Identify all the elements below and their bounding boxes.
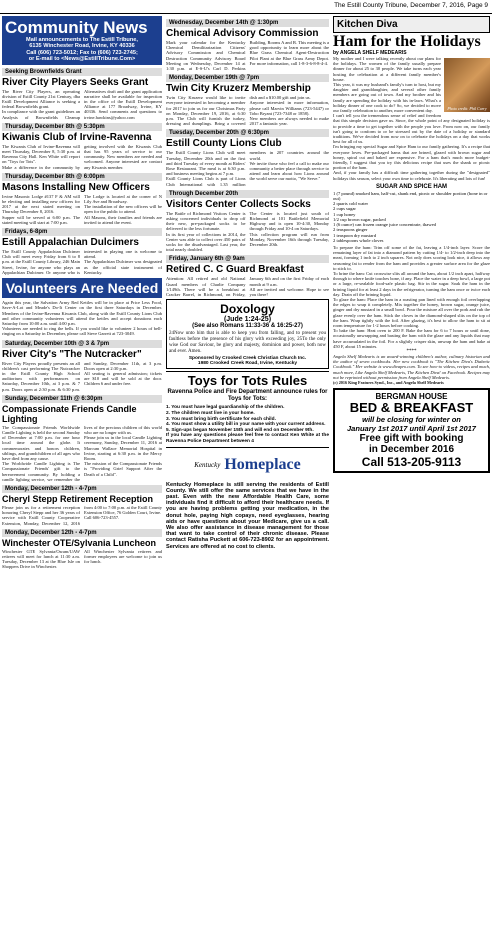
doxology-heading (169, 302, 326, 329)
article-body: Mark your calendar for the Kentucky Chemical Demilitarization Citizens' Advisory Commission and Chemical Destruction Community Advisory Board Meeting on Wednesday, December 14 at 1:30 p.m. at E-S-U's Carl D. Perkins Building, Rooms A and B. This meeting is a good opportunity to learn more about the Blue Grass Chemical Agent-Destruction Pilot Plant at the Blue Grass Army Depot. For more information, call 1-8-3-6-8-8-4-4. (166, 40, 329, 72)
doxology-text: 24Now unto him that is able to keep you from falling, and to present you faultless before the presence of his glory with exceeding joy, 25To the only wise God our Saviour, be glory and majesty, dominion and power, both now and ever. Amen. (169, 331, 326, 354)
bergman-call: Call 513-205-9113 (361, 455, 462, 470)
article-masons (2, 173, 162, 225)
author-bio: Angela Shelf Medearis is an award-winning children's author, culinary historian and the author of seven cookbooks. Her new cookbook is "The Kitchen Diva's Diabetic Cookbook." Her website is www.divapro.com. To see how-to videos, recipes and much, much more, Like Angela Shelf Medearis, The Kitchen Diva! on Facebook. Recipes may not be reprinted without permission from Angela Shelf Medearis. (333, 353, 490, 380)
community-news-banner (2, 16, 162, 65)
article-body: Winchester GTE Sylvania/Osram/UAW retirees will meet for lunch at 11:30 a.m. Tuesday, December 13 at the Blue Isle on Shoppers Drive in Winchester. All Winchester Sylvania retirees and former employees are welcome to join us for lunch. (2, 548, 162, 570)
article-headline: Cheryl Stepp Retirement Reception (2, 493, 154, 504)
event-date-bar: Tuesday, December 20th @ 6:30pm (166, 129, 329, 137)
photo-credit: Photo credit: Phil Curry (447, 106, 487, 111)
article-body: Twin City Kruzerz would like to invite everyone interested in becoming a member for 2017 to join us for our Christmas Party on Monday, December 19, 2016, at 6:30 p.m. The Club will furnish the turkey, dressing and dumplings. Bring a covered dish and a $10.00 gift and join us. Anyone interested in more information, please call Marvin Williams (723-5447) or Tobo Bryant (723-7348 or 1858). New members are always needed to make 2017 a fantastic year. (166, 95, 329, 127)
homeplace-logo-big: Homeplace (224, 455, 301, 473)
doxology-title: Doxology (220, 302, 275, 317)
article-chemical (166, 19, 329, 71)
article-headline: Estill County Lions Club (166, 138, 282, 150)
sponsor-line: Sponsored by Crooked Creek Christian Church Inc. (188, 356, 307, 362)
article-sylvania (2, 529, 162, 570)
article-body: The Estill County Lions Club will meet Tuesday, December 20th and on the first and third Tuesday of every month at Riders' Rose Restaurant. The meal is at 6:30 p.m. and business meeting begins at 7 p.m. Estill County Lions Club is part of Lions Club International with 1.35 million members in 207 countries around the world. We invite those who feel a call to make our community a better place through service to attend and learn about how Lions around the world serve our motto, "We Serve." (166, 150, 329, 187)
recipe-title: SUGAR AND SPICE HAM (375, 183, 448, 190)
contact-line: Call (606) 723-5012; Fax to (606) 723-2745; (26, 49, 138, 56)
article-headline: River City's "The Nutcracker" (2, 348, 142, 360)
event-date-bar: Sunday, December 11th @ 6:30pm (2, 395, 162, 403)
toys-rules: 1. You must have legal guardianship of the children. 2. The children must live in your home. 3. You must bring birth certificate for each child. 4. You must show a utility bill in your name with your current address. 5. Sign-ups began November 15th and will end on December 9th. If you have any questions please feel free to contact Ken White at the Ravenna Police Department between 4 (166, 405, 329, 445)
event-date-bar: Fridays, 6-8pm (2, 228, 162, 236)
article-headline: River City Players Seeks Grant (2, 76, 149, 88)
event-date-bar: Seeking Brownfields Grant (2, 68, 162, 76)
bergman-name: BERGMAN HOUSE (375, 392, 448, 402)
article-body: The Kiwanis Club of Irvine-Ravenna will meet Thursday, December 8, 5:30 p.m. at Ravenna City Hall. Ken White will report on "Toys for Tots". Make a difference in the community by getting involved with the Kiwanis Club that has 95 years of service to our community. New members are needed and welcomed. Anyone interested are contact any Kiwanis member. (2, 143, 162, 170)
article-headline: Winchester OTE/Sylvania Luncheon (2, 537, 156, 548)
recipe-directions: To prepare the ham: Trim off some of the fat, leaving a 1/4-inch layer. Score the remaining layer of fat into a diamond pattern by cutting 1/4- to 1/2-inch deep into the meat, forming 1 inch to 2 inch squares. Not only does scoring look nice, it allows any seasoning fat to render from the ham and provides a greater surface area for the glaze to stick to. To brine the ham: Cut crosswise slits all around the ham, about 1/2 inch apart, halfway through to where knife touches bone, if any. Place the water in a deep bowl, a large pot or a large, re-sealable food-safe plastic bag. Stir in the sugar. Soak the ham in the brining liquid for at least 2 days in the refrigerator, turning the ham once or twice each day. Drain off the brining liquid. To glaze the ham: Place the ham in a roasting pan lined with enough foil overlapping the edges to wrap it completely. Mix together the honey, brown sugar, orange juice, ginger and dry mustard in a small bowl. Pour the mixture all over the pork and rub the glaze evenly over the ham. Stick the cloves in the diamond-shaped slits on the top of the ham. Wrap tightly with the foil. After glazing, it's best to allow the ham to sit at room temperature for 1-2 hours before cooking. To bake the ham: Heat oven to 200 F. Bake the ham for 6 to 7 hours or until done, occasionally unwrapping and basting the ham with the glaze and any liquids that may have accumulated in the foil. For a slightly crisper skin, unwrap the ham and bake at 450 F, about 15 minutes. (333, 244, 490, 349)
page-header: The Estill County Tribune, December 7, 2016, Page 9 (0, 0, 492, 14)
toys-subheading: Ravenna Police and Fire Department announce rules for Toys for Tots: (167, 389, 328, 403)
kitchen-diva-body: My mother and I were talking recently about our plans for the holidays. The women of the family usually prepare dinner for about 25 to 30 people. We take turns each year hosting the celebration at a different family member's house. This year, it was my husband's family's turn to host, but my daughter and granddaughter, and several other family members are going out of town. And my brother and his family are spending the holiday with his in-laws. What's a holiday dinner of one cook to do? So, we decided to move our family celebration to another, more convenient day. I can't tell you the tremendous sense of relief and freedom that this simple decision gave us. Since, the whole point of any designated holiday is to provide a time to get together with the people you love. From now on, our family isn't going to conform to or be stressed out by the date of a holiday or standard traditions. We've decided from now on to celebrate the holidays on a day that works best for all of us. I'm bringing my special Sugar and Spice Ham to our family gathering. It's a recipe that everyone loves. Pre-packaged hams that are brined, glazed with brown sugar and honey, spiral cut and baked are expensive. For a ham that's much more budget-friendly, I suggest that you try this delicious recipe that uses the shank or picnic portion of the ham. And, if your family has a difficult time gathering together during the "designated" holidays this season, select your own time to celebrate. It's liberating and lots of fun! (333, 56, 490, 181)
event-date-bar: Monday, December 12th - 4-7pm (2, 529, 162, 537)
article-kruzerz (166, 74, 329, 126)
article-headline: Masons Installing New Officers (2, 181, 150, 193)
column-1 (2, 16, 162, 572)
sponsor-address: 1980 Crooked Creek Road, Irvine, Kentucky (197, 361, 298, 367)
kitchen-diva-title: Ham for the Holidays (333, 33, 481, 50)
article-headline: Visitors Center Collects Socks (166, 198, 311, 210)
article-body: River City Players proudly presents an all children's cast performing The Nutcracker in the Estill County High School auditorium with performances on Saturday, December 10th, at 3 p.m. & 7 p.m. Doors open at 2:30 p.m. & 6:30 p.m. and Sunday, December 11th, at 3 p.m. Doors open at 2:30 p.m. All seating is general admission; tickets are $10 and will be sold at the door. Children 6 and under free. (2, 360, 162, 392)
divider (166, 447, 329, 448)
article-body: The River City Players, an operating division of Estill County 21st Century, dba Estill Development Alliance is seeking a federal Brownfields grant. In compliance with the grant guidelines an Analysis of Brownfields Cleanup Alternatives draft and the grant application narrative shall be available for inspection in the office of the Estill Development Alliance at 177 Broadway, Irvine, KY 40336. Send comments and questions to irvine.hawkins@yahoo.com (2, 88, 162, 120)
contact-line: 6135 Winchester Road, Irvine, KY 40336 (29, 43, 135, 50)
event-date-bar: Through December 20th (166, 190, 329, 198)
community-news-title: Community News (5, 18, 148, 37)
homeplace-logo-small: Kentucky (194, 460, 221, 469)
toys-headline: Toys for Tots Rules (187, 373, 308, 389)
divider (166, 371, 329, 372)
event-date-bar: Friday, January 6th @ 9am (166, 255, 329, 263)
article-guard-breakfast (166, 255, 329, 297)
homeplace-text: Kentucky Homeplace is still serving the residents of Estill County. We still offer the same services that we have in the past. Even with the new Affordable Health Care, some individuals find it difficult to afford their healthcare needs. If you are having problems getting your medication, in the donut hole, paying high copays, need eyeglasses, hearing aids or have questions about your Medicare, give us a call. We also offer assistance in disease management for those that want to take control of their chronic disease. Please contact Ratisha Puckett at 606-723-8902 for an appointment. Services are offered at no cost to clients. (166, 481, 329, 550)
event-date-bar: Monday, December 12th - 4-7pm (2, 485, 162, 493)
article-dulcimers (2, 228, 162, 275)
bergman-closing: will be closing for winter on (362, 415, 461, 425)
article-socks (166, 190, 329, 253)
byline: by ANGELA SHELF MEDEARIS (333, 50, 407, 56)
column-2 (166, 16, 329, 550)
scripture-reference: (Jude 1:24-25) (223, 316, 272, 324)
contact-line: or E-mail to <News@EstillTribune.Com> (28, 56, 136, 63)
event-date-bar: Monday, December 19th @ 7pm (166, 74, 329, 82)
volunteers-headline: Volunteers Are Needed (2, 278, 162, 298)
article-headline: Retired C. C Guard Breakfast (166, 264, 304, 276)
ham-photo (444, 58, 490, 112)
article-body: Irvine Masonic Lodge #137 F & AM will be electing and installing new officers for 2017 at the next stated meeting on Thursday December 8, 2016. Supper will be served at 6:00 p.m. The stated meeting will start at 7:00 p.m. The Lodge is located at the corner of N Lily Ave and Broadway. The installation of the new officers will be open for the public to attend. All Masons, their families and friends are invited to attend the event. (2, 193, 162, 225)
volunteers-paragraph: Volunteers are needed to ring the bells. If you would like to volunteer 2 hours of bell-ringing on a Saturday in December, please call Steve Garrett at 723-3049. (2, 326, 162, 337)
article-body: The Estill County Appalachian Dulcimer Club will meet every Friday from 6 to 8 p.m. at the Estill County Library, 246 Main Street, Irvine, for anyone who plays an Appalachian Dulcimer. Or anyone who is interested in playing one is welcome to attend. The Appalachian Dulcimer was designated as the official state instrument of Kentucky. (2, 249, 162, 275)
article-headline: Compassionate Friends Candle Lighting (2, 403, 137, 424)
bergman-ad (333, 388, 490, 473)
article-nutcracker (2, 340, 162, 392)
article-lions (166, 129, 329, 186)
homeplace-logo (166, 450, 329, 480)
article-brownfields (2, 68, 162, 120)
article-headline: Kiwanis Club of Irvine-Ravenna (2, 131, 152, 143)
contact-line: Mail announcements to The Estill Tribune, (26, 37, 138, 43)
article-kiwanis (2, 123, 162, 170)
article-headline: Twin City Kruzerz Membership (166, 83, 311, 95)
article-body: The Compassionate Friends Worldwide Candle Lighting is held the second Sunday of December at 7:00 p.m. for one hour local time around the globe. It commemorates and honors children, siblings, and grandchildren of all ages who have died from any cause. The Worldwide Candle Lighting is The Compassionate Friends' gift to the bereavement community. By holding a candle lighting service, we remember the lives of the precious children of this world who are no longer with us. Please join us in the local Candle Lighting ceremony, Sunday, December 11, 2016 at Marcum Wallace Memorial Hospital in Irvine, starting at 6:30 p.m. in the Mercy Room. The mission of the Compassionate Friends is "Providing Grief Support After the Death of a Child". (2, 424, 162, 482)
bergman-gift: Free gift with booking (359, 433, 464, 445)
stars-divider: **** (406, 348, 417, 354)
event-date-bar: Saturday, December 10th @ 3 & 7pm (2, 340, 162, 348)
column-3 (333, 16, 490, 473)
article-body: Attention: All retired and old National Guard members of Charlie Company 1/149th. There will be a breakfast at Cracker Barrel, in Richmond, on Friday, January 6th and on the first Friday of each month at 9 a.m. All are invited and welcome. Hope to see you there! (166, 276, 329, 298)
ingredients-list: 1 (7 pound) smoked ham, half-cut, shank end, picnic or shoulder portion (bone in or out) 2 quarts cold water 2 cups sugar 1 cup honey 1/2 cup brown sugar, packed 1 (6 ounce) can frozen orange juice concentrate, thawed 2 teaspoons ginger 1 teaspoon dry mustard 2 tablespoons whole cloves (333, 190, 488, 243)
article-body: Please join us for a retirement reception honoring Cheryl Stepp and her 36 years of service with Estill County Cooperative Extension, Monday, December 12, 2016 from 4:00 to 7:00 p.m. at the Estill County Extension Office, 76 Golden Court, Irvine. Call 606-723-4557. (2, 504, 162, 526)
article-retirement (2, 485, 162, 526)
article-candle-lighting (2, 395, 162, 482)
bergman-bb: BED & BREAKFAST (349, 400, 474, 416)
doxology-box (166, 299, 329, 369)
scripture-reference-also: (See also Romans 11:33-36 & 16:25-27) (192, 323, 303, 330)
volunteers-paragraph: Again this year, the Salvation Army Red Kettles will be in place at Price Less Food, Save-A-Lot and Meade's Do-It Center on the first three Saturdays in December. Members of the Irvine-Ravenna Kiwanis Club, along with the Estill County Lions Club and other community volunteers will attend the kettles and accept donations each Saturday from 10:00 a.m. until 4:00 p.m. (2, 300, 162, 326)
event-date-bar: Thursday, December 8th @ 6:00pm (2, 173, 162, 181)
event-date-bar: Wednesday, December 14th @ 1:30pm (166, 19, 329, 27)
article-body: The Battle of Richmond Visitors Center is asking concerned individuals to drop off their new, pre-packaged socks to be delivered to the less fortunate. In its first year of collections in 2014, the Center was able to collect over 450 pairs of socks for the disadvantaged. Last year, the total nearly doubled. The Center is located just south of Richmond at 101 Battlefield Memorial Highway and is open 10-4:30, Monday through Friday and 10-4 on Saturdays. This collection program will run from Monday, November 16th through Tuesday, December 20th. (166, 210, 329, 253)
article-headline: Chemical Advisory Commission (166, 28, 319, 39)
kitchen-diva-label: Kitchen Diva (333, 16, 490, 33)
article-headline: Estill Appalachian Dulcimers (2, 237, 139, 249)
event-date-bar: Thursday, December 8th @ 5:30pm (2, 123, 162, 131)
copyright: (c) 2016 King Features Synd., Inc., and Angela Shelf Medearis (333, 379, 444, 385)
bergman-dates: January 1st 2017 until April 1st 2017 (347, 424, 476, 434)
bergman-month: in December 2016 (368, 444, 455, 456)
